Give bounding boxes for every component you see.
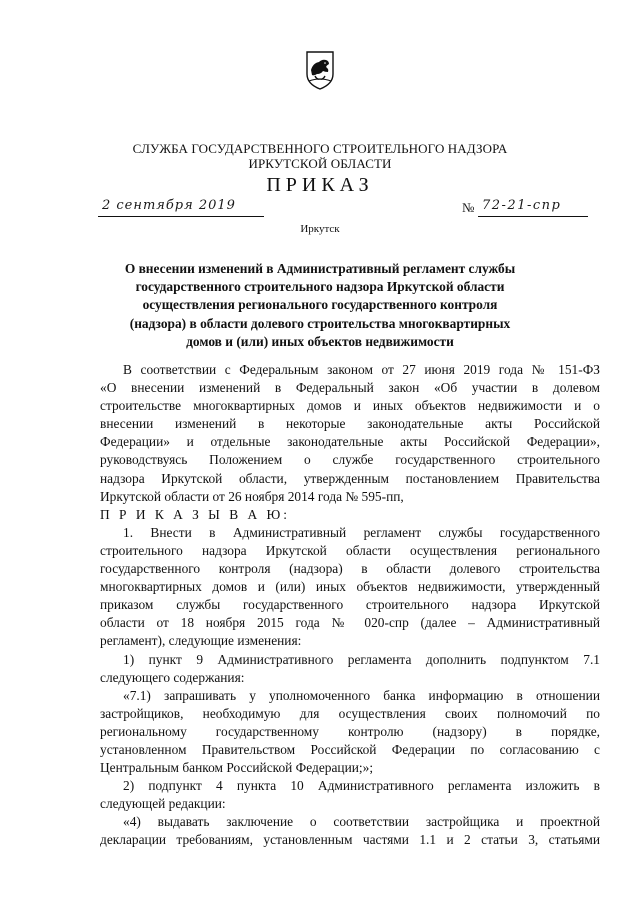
body-line: внесении изменений в некоторые законодательные акты Российской <box>100 416 600 432</box>
body-line: области от 18 ноября 2015 года № 020-спр (далее – Административный <box>100 615 600 631</box>
body-line: следующего содержания: <box>100 669 245 685</box>
body-line: Центральным банком Российской Федерации;»; <box>100 760 374 776</box>
body-line: строительстве многоквартирных домов и иных объектов недвижимости и о <box>100 398 600 414</box>
body-line: государственного контроля (надзора) в области долевого строительства <box>100 561 600 577</box>
document-type-title: ПРИКАЗ <box>266 174 374 196</box>
body-line: «4) выдавать заключение о соответствии застройщика и проектной <box>123 814 600 830</box>
document-body <box>100 361 600 850</box>
city-name: Иркутск <box>300 223 340 235</box>
body-line: 2) подпункт 4 пункта 10 Административного регламента изложить в <box>123 778 600 794</box>
body-line: декларации требованиям, установленным частями 1.1 и 2 статьи 3, статьями <box>100 832 600 848</box>
heading-line: осуществления регионального государственного контроля <box>142 297 498 313</box>
heading-line: государственного строительного надзора Иркутской области <box>135 279 505 295</box>
body-line: установленном Правительством Российской Федерации по согласованию с <box>100 741 600 757</box>
body-line: региональному государственному контролю (надзору) в порядке, <box>100 723 600 739</box>
body-line: руководствуясь Положением о службе государственного строительного <box>100 452 600 468</box>
body-line: строительного надзора Иркутской области осуществления регионального <box>100 542 600 558</box>
agency-name-line1: СЛУЖБА ГОСУДАРСТВЕННОГО СТРОИТЕЛЬНОГО НАДЗОРА <box>132 141 508 156</box>
handwritten-order-number: 72-21-спр <box>482 198 562 213</box>
body-line: следующей редакции: <box>100 796 226 812</box>
body-line: «О внесении изменений в Федеральный закон «Об участии в долевом <box>100 380 600 396</box>
heading-line: (надзора) в области долевого строительства многоквартирных <box>129 315 511 331</box>
body-line: многоквартирных домов и (или) иных объектов недвижимости, утвержденный <box>100 579 600 595</box>
body-line: В соответствии с Федеральным законом от 27 июня 2019 года № 151-ФЗ <box>123 362 600 377</box>
heading-line: домов и (или) иных объектов недвижимости <box>186 333 454 349</box>
heading-line: О внесении изменений в Административный регламент службы <box>124 261 516 276</box>
body-line: «7.1) запрашивать у уполномоченного банка информацию в отношении <box>123 687 600 703</box>
body-line: приказом службы государственного строительного надзора Иркутской <box>100 597 600 613</box>
order-number-prefix: № <box>462 200 475 215</box>
body-line: Федерации» и отдельные законодательные акты Российской Федерации», <box>100 434 600 450</box>
document-heading <box>100 260 540 351</box>
irkutsk-coat-of-arms-icon <box>305 50 335 90</box>
body-line: Иркутской области от 26 ноября 2014 года № 595-пп, <box>100 488 404 504</box>
body-line: застройщиков, необходимую для осуществления своих полномочий по <box>100 705 600 721</box>
agency-name-line2: ИРКУТСКОЙ ОБЛАСТИ <box>248 156 392 171</box>
body-line: 1. Внести в Административный регламент службы государственного <box>123 524 600 540</box>
body-line: надзора Иркутской области, утвержденным постановлением Правительства <box>100 470 600 486</box>
handwritten-date: 2 сентября 2019 <box>102 198 236 213</box>
body-line: регламент), следующие изменения: <box>100 633 302 649</box>
order-verb: П Р И К А З Ы В А Ю: <box>100 506 290 522</box>
body-line: 1) пункт 9 Административного регламента дополнить подпунктом 7.1 <box>123 651 600 667</box>
